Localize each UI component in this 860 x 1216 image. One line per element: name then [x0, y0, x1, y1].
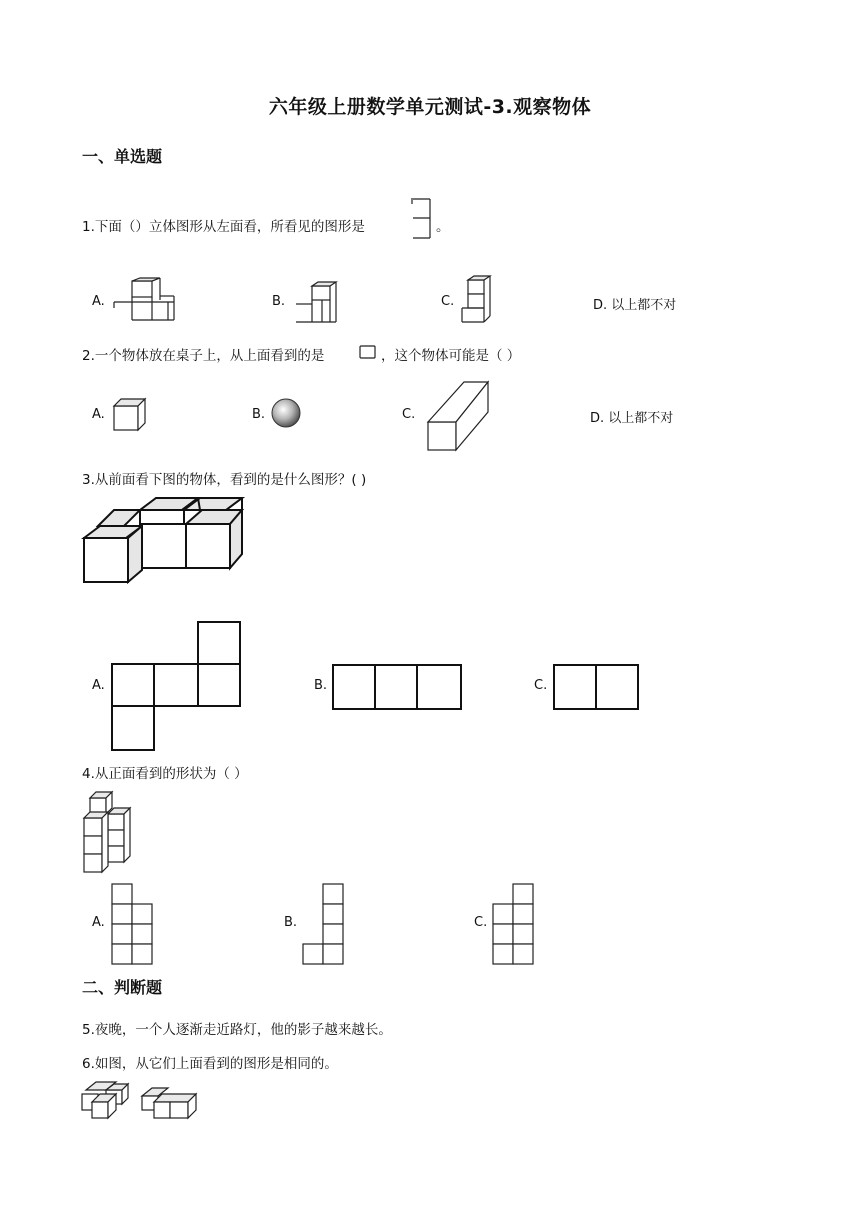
question-2-option-b-label[interactable]: B. [252, 407, 266, 422]
question-3-option-b-label[interactable]: B. [314, 678, 328, 693]
section-heading-true-false: 二、判断题 [82, 978, 163, 997]
question-4-text: 4.从正面看到的形状为（ ） [82, 766, 248, 782]
question-4-option-c-label[interactable]: C. [474, 915, 488, 930]
question-2-option-d[interactable]: D. 以上都不对 [590, 411, 674, 426]
question-3-cube-stack-figure [82, 494, 262, 586]
page-title: 六年级上册数学单元测试-3.观察物体 [268, 96, 592, 118]
question-4-cube-stack-figure [82, 790, 138, 874]
question-4-option-c-figure [491, 882, 537, 966]
question-2-option-a-cube [112, 398, 152, 434]
question-1-option-d[interactable]: D. 以上都不对 [593, 298, 677, 313]
question-3-option-a-label[interactable]: A. [92, 678, 105, 693]
question-1-option-b-label[interactable]: B. [272, 294, 286, 309]
question-2-option-c-cuboid [424, 380, 494, 454]
question-1-left-view-figure [408, 198, 434, 242]
question-2-option-b-sphere [271, 398, 303, 430]
question-3-option-b-figure [331, 663, 465, 711]
question-1-option-c-figure [460, 274, 496, 326]
question-2-option-c-label[interactable]: C. [402, 407, 416, 422]
question-1-option-a-label[interactable]: A. [92, 294, 105, 309]
question-2-square-figure [359, 344, 379, 360]
question-3-text: 3.从前面看下图的物体，看到的是什么图形？( ) [82, 472, 367, 488]
question-4-option-a-figure [110, 882, 156, 966]
question-1-option-a-figure [112, 278, 178, 324]
question-6-text: 6.如图，从它们上面看到的图形是相同的。 [82, 1056, 338, 1072]
question-1-text: 1.下面（）立体图形从左面看，所看见的图形是 [82, 219, 365, 235]
question-2-option-a-label[interactable]: A. [92, 407, 105, 422]
question-6-figure-right [140, 1084, 202, 1122]
question-1-option-b-figure [292, 280, 340, 326]
question-3-option-a-figure [110, 620, 244, 754]
section-heading-single-choice: 一、单选题 [82, 147, 163, 166]
question-4-option-b-figure [301, 882, 347, 966]
question-4-option-b-label[interactable]: B. [284, 915, 298, 930]
question-2-text-after: ，这个物体可能是（ ） [381, 348, 521, 364]
question-3-option-c-figure [552, 663, 642, 711]
question-6-figure-left [80, 1078, 130, 1122]
question-2-text-before: 2.一个物体放在桌子上，从上面看到的是 [82, 348, 325, 364]
question-4-option-a-label[interactable]: A. [92, 915, 105, 930]
question-1-suffix: 。 [436, 219, 450, 235]
question-3-option-c-label[interactable]: C. [534, 678, 548, 693]
question-5-text: 5.夜晚，一个人逐渐走近路灯，他的影子越来越长。 [82, 1022, 392, 1038]
question-1-option-c-label[interactable]: C. [441, 294, 455, 309]
